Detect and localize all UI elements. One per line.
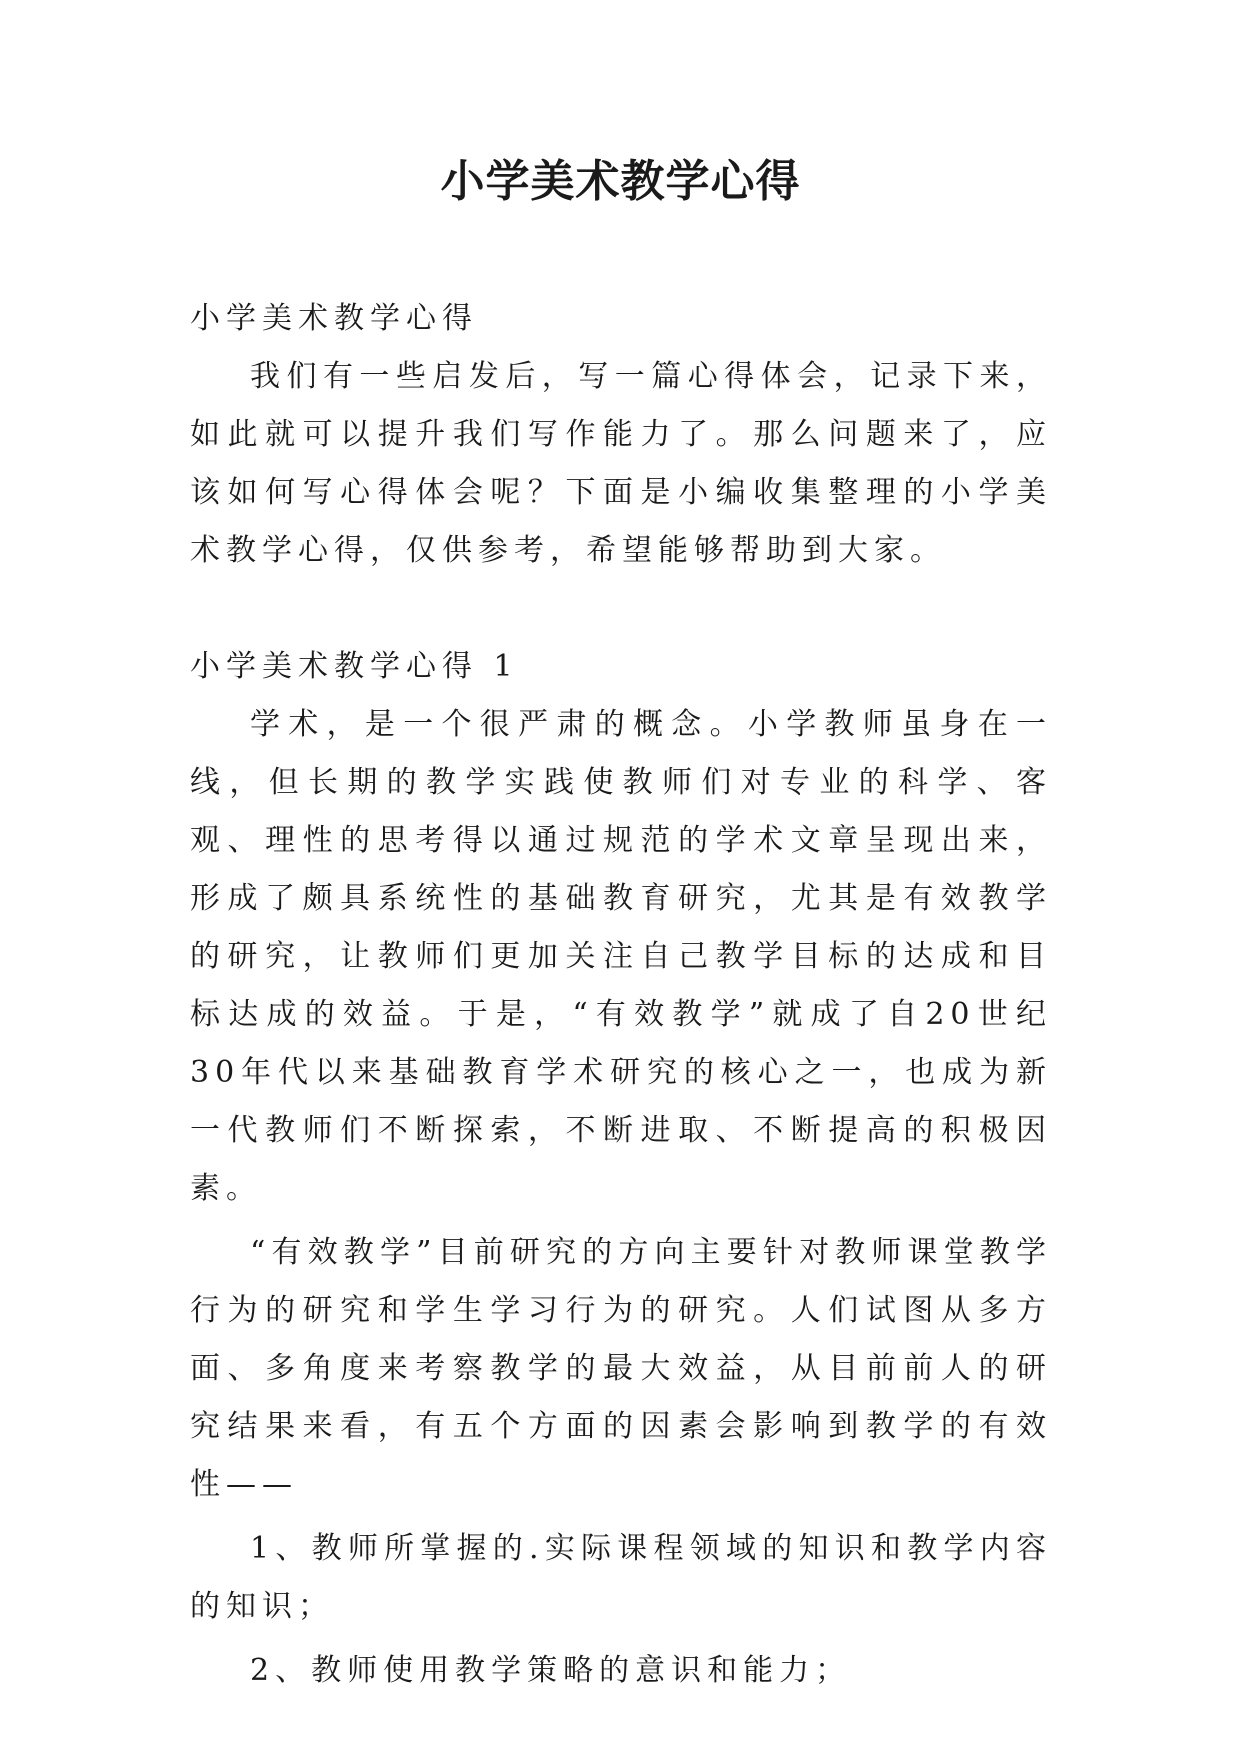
intro-paragraph: 我们有一些启发后，写一篇心得体会，记录下来，如此就可以提升我们写作能力了。那么问题来了，应该如何写心得体会呢？下面是小编收集整理的小学美术教学心得，仅供参考，希望能够帮助到大家。 bbox=[190, 359, 1052, 568]
list-item: 2、教师使用教学策略的意识和能力； bbox=[250, 1653, 852, 1688]
body-paragraph: “有效教学”目前研究的方向主要针对教师课堂教学行为的研究和学生学习行为的研究。人们试图从多方面、多角度来考察教学的最大效益，从目前前人的研究结果来看，有五个方面的因素会影响到教学的有效性—— bbox=[190, 1235, 1052, 1502]
document-body bbox=[190, 290, 1052, 1700]
intro-heading: 小学美术教学心得 bbox=[190, 301, 478, 336]
document-title: 小学美术教学心得 bbox=[440, 156, 801, 207]
body-paragraph: 学术，是一个很严肃的概念。小学教师虽身在一线，但长期的教学实践使教师们对专业的科学、客观、理性的思考得以通过规范的学术文章呈现出来，形成了颇具系统性的基础教育研究，尤其是有效教学的研究，让教师们更加关注自己教学目标的达成和目标达成的效益。于是，“有效教学”就成了自20世纪30年代以来基础教育学术研究的核心之一，也成为新一代教师们不断探索，不断进取、不断提高的积极因素。 bbox=[190, 707, 1052, 1206]
section1-heading: 小学美术教学心得 1 bbox=[190, 649, 519, 684]
section-gap bbox=[190, 580, 1052, 638]
list-item: 1、教师所掌握的.实际课程领域的知识和教学内容的知识； bbox=[190, 1531, 1052, 1624]
